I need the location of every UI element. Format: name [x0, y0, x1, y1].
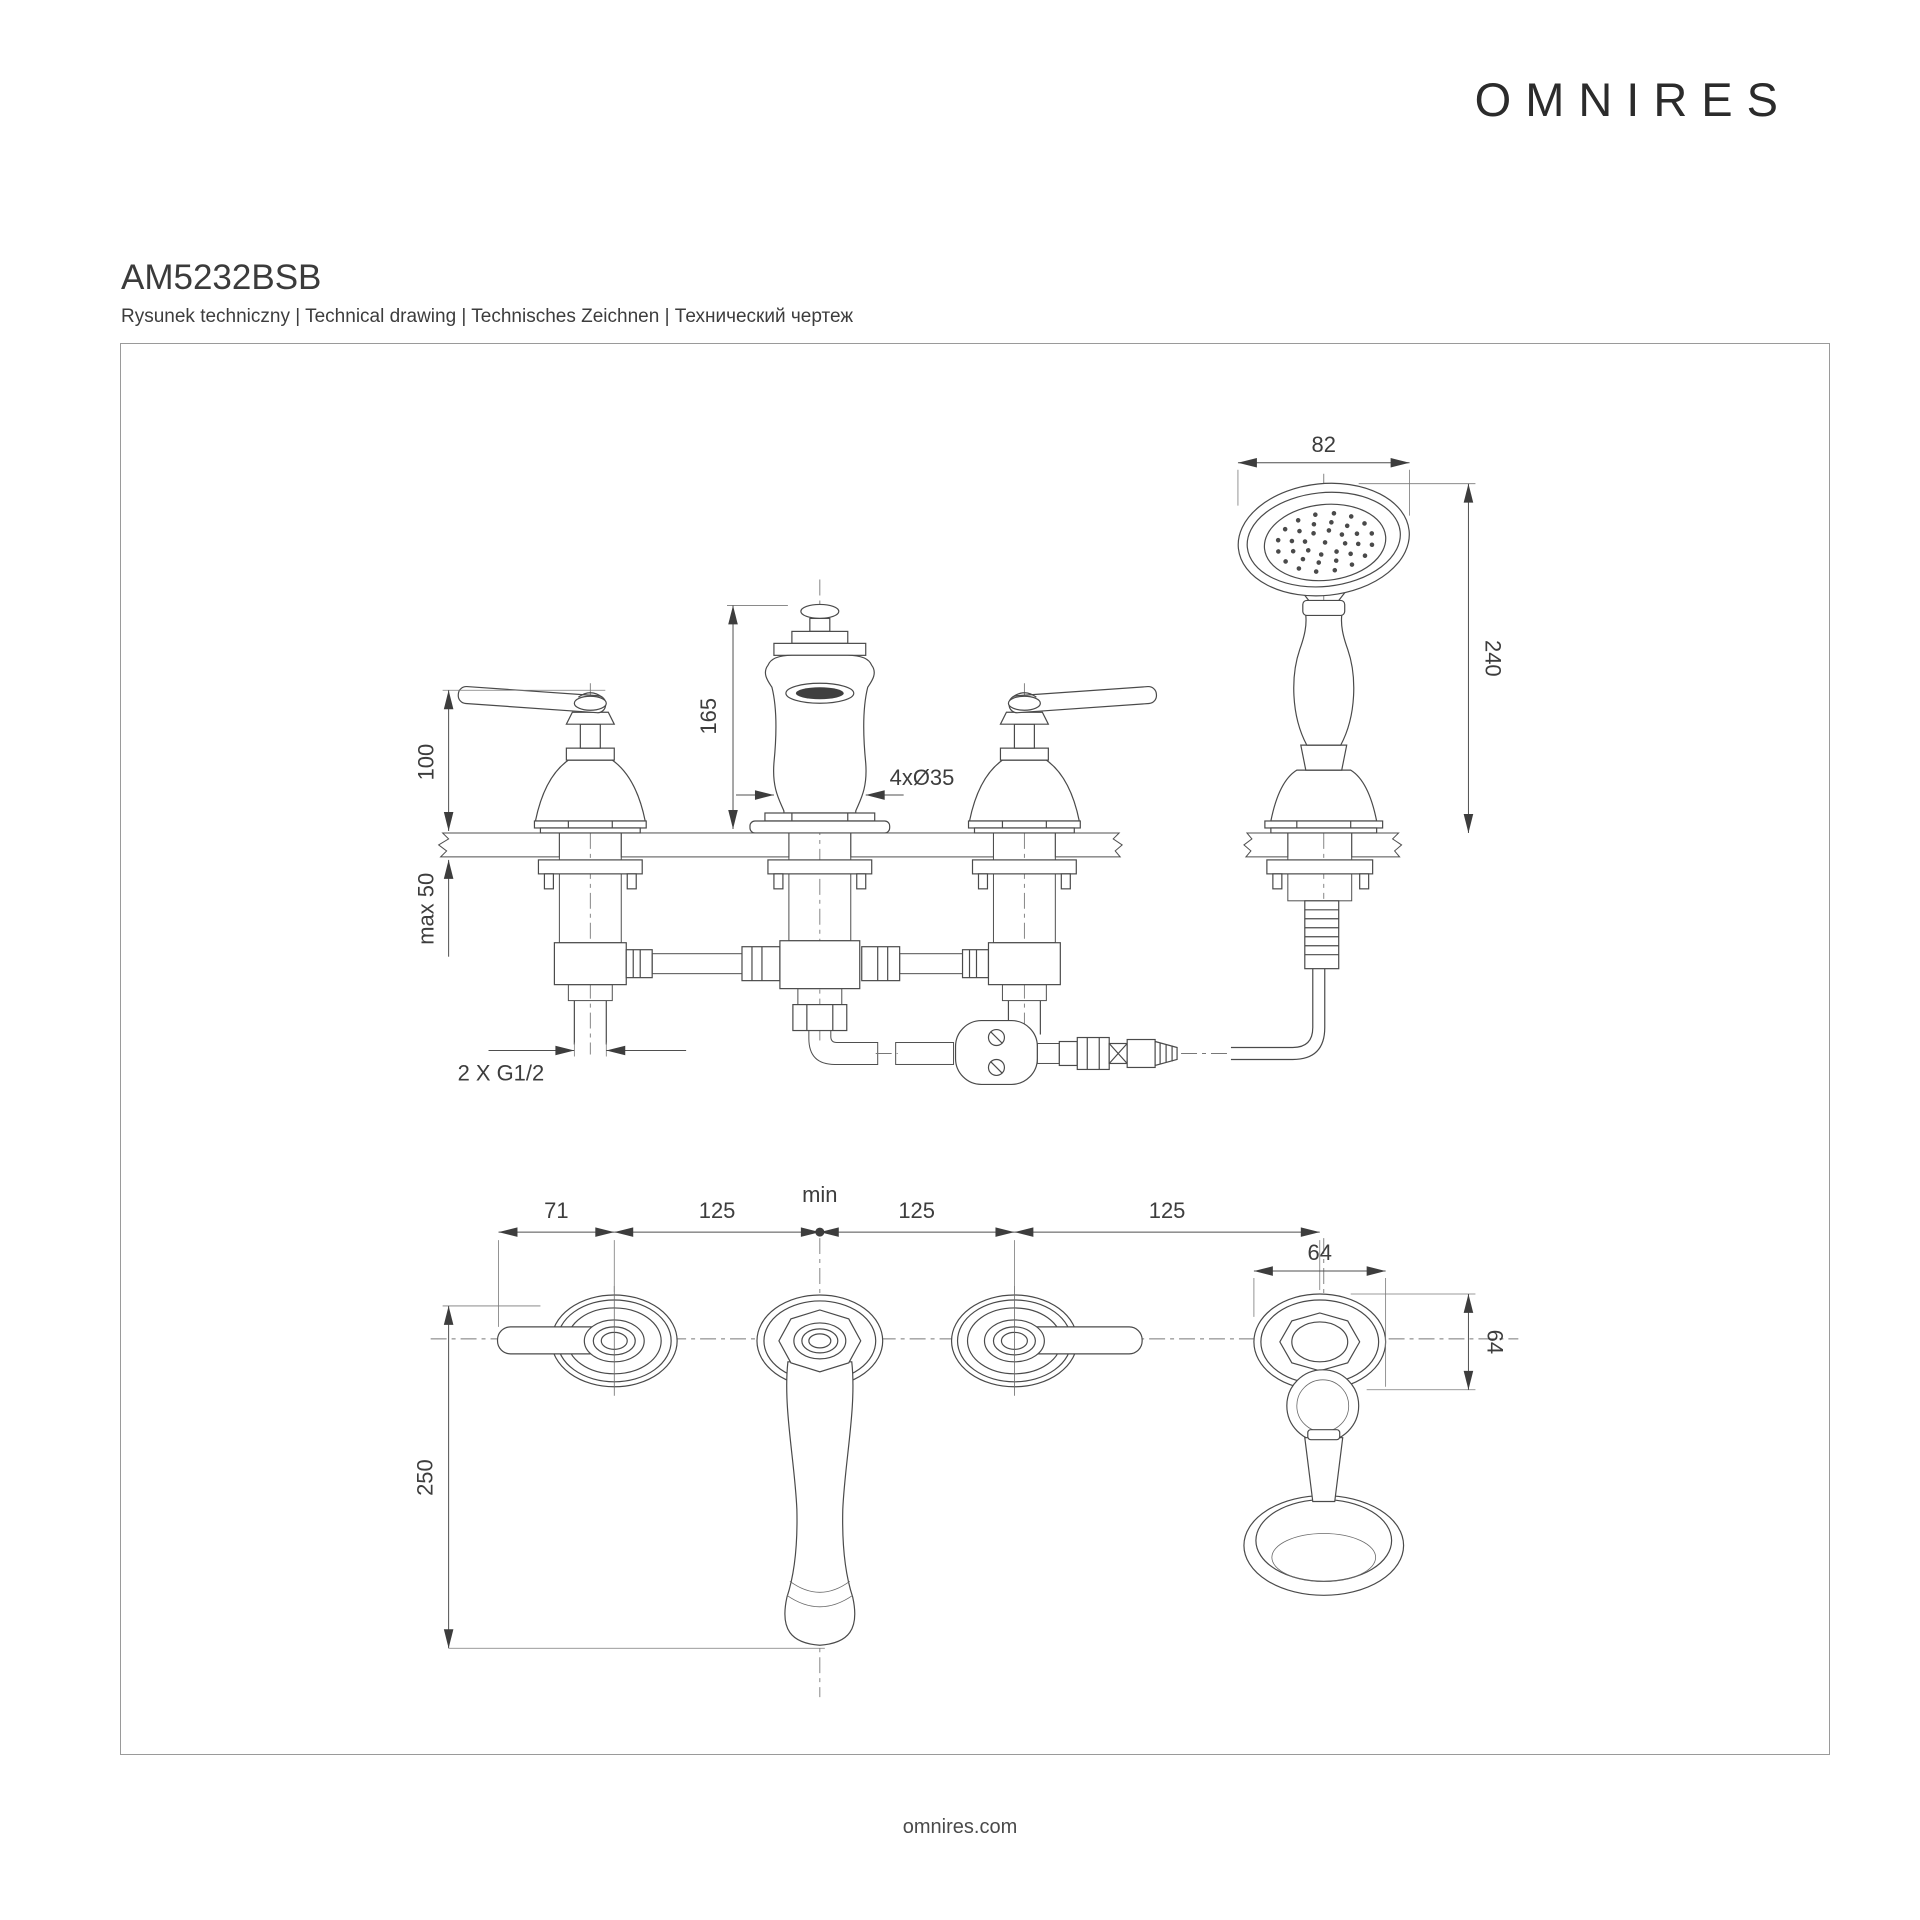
dim-label-165: 165: [696, 697, 722, 735]
dim-label-125-left: 125: [698, 1198, 736, 1224]
shower-head-plan: [1244, 1496, 1404, 1596]
left-handle-side: [458, 686, 646, 833]
right-handle-plan: [952, 1286, 1143, 1396]
product-code: AM5232BSB: [121, 258, 322, 297]
deck-section: [439, 833, 1402, 857]
dim-label-82: 82: [1311, 431, 1336, 457]
dim-label-4xO35: 4xØ35: [889, 765, 955, 791]
brand-logo: OMNIRES: [1474, 73, 1792, 126]
spout-side: [750, 604, 890, 833]
drawing-frame: [120, 343, 1830, 1755]
dim-label-min: min: [802, 1182, 838, 1208]
dim-label-125-shower: 125: [1148, 1198, 1186, 1224]
sheet-subtitle: Rysunek techniczny | Technical drawing | Technisches Zeichnen | Технический чертеж: [121, 306, 854, 327]
shower-head: [1233, 475, 1415, 604]
side-view: [414, 432, 1506, 1086]
dim-label-125-right: 125: [898, 1198, 935, 1224]
dim-label-max50: max 50: [413, 872, 439, 945]
plan-view: [413, 1182, 1519, 1697]
dim-label-2xG12: 2 X G1/2: [457, 1060, 545, 1086]
dim-label-64-width: 64: [1307, 1240, 1332, 1266]
dim-label-64-depth: 64: [1482, 1329, 1508, 1355]
dim-label-100: 100: [413, 743, 439, 781]
under-deck-plumbing: [554, 901, 1338, 1085]
min-point-marker: [815, 1228, 824, 1237]
dim-label-240: 240: [1480, 640, 1506, 677]
handshower-plan: [1244, 1294, 1404, 1595]
dim-label-71: 71: [544, 1198, 569, 1224]
backnuts: [538, 860, 1372, 889]
technical-drawing: [121, 344, 1828, 1753]
shower-handle: [1294, 615, 1354, 745]
dim-label-250: 250: [412, 1459, 438, 1496]
right-handle-side: [969, 686, 1157, 833]
footer-url: omnires.com: [902, 1816, 1018, 1838]
left-handle-plan: [498, 1286, 678, 1396]
handshower-side: [1233, 475, 1415, 833]
shower-holder: [1271, 770, 1377, 821]
spout-plan: [757, 1295, 883, 1645]
spout-reach-plan: [785, 1362, 855, 1645]
shower-hose: [1231, 969, 1325, 1060]
